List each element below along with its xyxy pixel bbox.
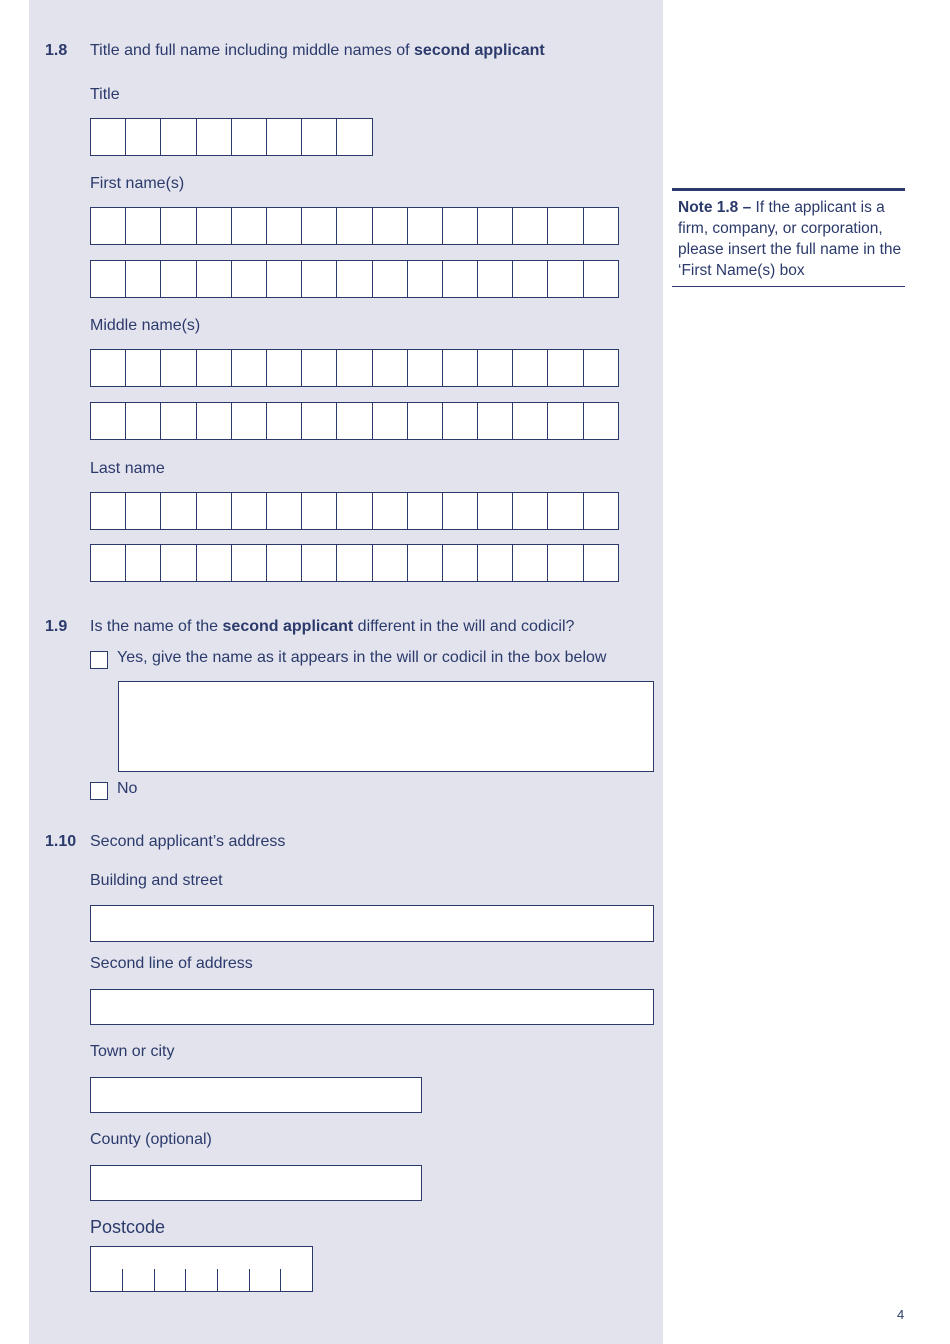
character-box[interactable] — [302, 208, 337, 244]
building-street-label: Building and street — [90, 872, 223, 889]
character-box[interactable] — [478, 493, 513, 529]
character-box[interactable] — [267, 350, 302, 386]
character-box[interactable] — [161, 403, 196, 439]
character-box[interactable] — [91, 119, 126, 155]
question-1-9-text — [90, 618, 574, 636]
character-box[interactable] — [548, 350, 583, 386]
first-names-label: First name(s) — [90, 175, 185, 192]
county-label: County (optional) — [90, 1131, 212, 1148]
no-label: No — [117, 780, 138, 797]
character-box[interactable] — [267, 545, 302, 581]
character-box[interactable] — [584, 403, 619, 439]
character-box[interactable] — [91, 208, 126, 244]
last-name-boxes-row-2[interactable] — [90, 544, 619, 582]
character-box[interactable] — [478, 545, 513, 581]
character-box[interactable] — [373, 261, 408, 297]
character-box[interactable] — [197, 493, 232, 529]
character-box[interactable] — [478, 350, 513, 386]
title-boxes[interactable] — [90, 118, 373, 156]
character-box[interactable] — [197, 403, 232, 439]
second-line-input[interactable] — [90, 989, 654, 1025]
character-box[interactable] — [373, 403, 408, 439]
character-box[interactable] — [548, 493, 583, 529]
first-names-boxes-row-1[interactable] — [90, 207, 619, 245]
question-1-9-text-part-1: Is the name of the — [90, 618, 223, 635]
question-number-1-10: 1.10 — [45, 833, 77, 850]
character-box[interactable] — [232, 403, 267, 439]
character-box[interactable] — [548, 403, 583, 439]
character-box[interactable] — [232, 208, 267, 244]
character-box[interactable] — [126, 493, 161, 529]
character-box[interactable] — [302, 119, 337, 155]
character-box[interactable] — [408, 403, 443, 439]
character-box[interactable] — [584, 493, 619, 529]
will-name-textarea[interactable] — [118, 681, 654, 772]
character-box[interactable] — [478, 261, 513, 297]
character-box[interactable] — [161, 119, 196, 155]
character-box[interactable] — [337, 261, 372, 297]
character-box[interactable] — [408, 545, 443, 581]
character-box[interactable] — [513, 208, 548, 244]
character-box[interactable] — [161, 208, 196, 244]
note-1-8 — [672, 188, 905, 287]
character-box[interactable] — [513, 350, 548, 386]
postcode-divider — [122, 1269, 123, 1291]
character-box[interactable] — [584, 545, 619, 581]
middle-names-boxes-row-1[interactable] — [90, 349, 619, 387]
character-box[interactable] — [373, 350, 408, 386]
character-box[interactable] — [337, 403, 372, 439]
character-box[interactable] — [232, 261, 267, 297]
character-box[interactable] — [478, 208, 513, 244]
character-box[interactable] — [408, 208, 443, 244]
character-box[interactable] — [126, 350, 161, 386]
character-box[interactable] — [267, 208, 302, 244]
character-box[interactable] — [584, 208, 619, 244]
character-box[interactable] — [337, 208, 372, 244]
character-box[interactable] — [443, 261, 478, 297]
character-box[interactable] — [161, 261, 196, 297]
town-city-input[interactable] — [90, 1077, 422, 1113]
postcode-divider — [280, 1269, 281, 1291]
character-box[interactable] — [443, 493, 478, 529]
character-box[interactable] — [443, 208, 478, 244]
character-box[interactable] — [161, 545, 196, 581]
postcode-divider — [249, 1269, 250, 1291]
note-text: If the applicant is a firm, company, or corporation, please insert the full name in the ‘First Name(s) box — [678, 199, 902, 279]
county-input[interactable] — [90, 1165, 422, 1201]
character-box[interactable] — [373, 493, 408, 529]
character-box[interactable] — [302, 545, 337, 581]
character-box[interactable] — [443, 545, 478, 581]
character-box[interactable] — [232, 493, 267, 529]
character-box[interactable] — [126, 545, 161, 581]
yes-label: Yes, give the name as it appears in the will or codicil in the box below — [117, 649, 607, 666]
character-box[interactable] — [126, 208, 161, 244]
character-box[interactable] — [443, 403, 478, 439]
character-box[interactable] — [408, 350, 443, 386]
first-names-boxes-row-2[interactable] — [90, 260, 619, 298]
character-box[interactable] — [513, 261, 548, 297]
note-heading: Note 1.8 – — [678, 199, 752, 216]
character-box[interactable] — [197, 545, 232, 581]
character-box[interactable] — [267, 119, 302, 155]
character-box[interactable] — [267, 261, 302, 297]
question-1-10-text: Second applicant’s address — [90, 833, 286, 850]
character-box[interactable] — [584, 261, 619, 297]
middle-names-label: Middle name(s) — [90, 317, 201, 334]
character-box[interactable] — [302, 493, 337, 529]
character-box[interactable] — [548, 545, 583, 581]
character-box[interactable] — [443, 350, 478, 386]
character-box[interactable] — [548, 261, 583, 297]
character-box[interactable] — [408, 261, 443, 297]
postcode-divider — [185, 1269, 186, 1291]
character-box[interactable] — [302, 403, 337, 439]
character-box[interactable] — [91, 350, 126, 386]
character-box[interactable] — [197, 261, 232, 297]
character-box[interactable] — [373, 545, 408, 581]
question-1-8-text-bold: second applicant — [414, 42, 545, 59]
title-label: Title — [90, 86, 120, 103]
character-box[interactable] — [373, 208, 408, 244]
character-box[interactable] — [197, 119, 232, 155]
town-city-label: Town or city — [90, 1043, 175, 1060]
character-box[interactable] — [513, 403, 548, 439]
character-box[interactable] — [197, 350, 232, 386]
character-box[interactable] — [161, 350, 196, 386]
character-box[interactable] — [337, 350, 372, 386]
yes-checkbox[interactable] — [90, 651, 108, 669]
postcode-divider — [154, 1269, 155, 1291]
character-box[interactable] — [302, 350, 337, 386]
last-name-label: Last name — [90, 460, 165, 477]
character-box[interactable] — [91, 261, 126, 297]
character-box[interactable] — [91, 493, 126, 529]
middle-names-boxes-row-2[interactable] — [90, 402, 619, 440]
character-box[interactable] — [161, 493, 196, 529]
character-box[interactable] — [302, 261, 337, 297]
character-box[interactable] — [548, 208, 583, 244]
character-box[interactable] — [267, 403, 302, 439]
character-box[interactable] — [337, 119, 372, 155]
character-box[interactable] — [232, 545, 267, 581]
character-box[interactable] — [408, 493, 443, 529]
no-checkbox[interactable] — [90, 782, 108, 800]
question-number-1-9: 1.9 — [45, 618, 68, 635]
character-box[interactable] — [513, 545, 548, 581]
postcode-label: Postcode — [90, 1217, 166, 1237]
postcode-input[interactable] — [90, 1246, 313, 1292]
second-line-label: Second line of address — [90, 955, 253, 972]
character-box[interactable] — [513, 493, 548, 529]
building-street-input[interactable] — [90, 905, 654, 942]
last-name-boxes-row-1[interactable] — [90, 492, 619, 530]
character-box[interactable] — [337, 545, 372, 581]
page-number: 4 — [897, 1307, 905, 1322]
character-box[interactable] — [232, 350, 267, 386]
character-box[interactable] — [197, 208, 232, 244]
character-box[interactable] — [126, 261, 161, 297]
postcode-divider — [217, 1269, 218, 1291]
question-1-9-text-part-2: different in the will and codicil? — [353, 618, 575, 635]
character-box[interactable] — [126, 119, 161, 155]
question-1-8-text-part: Title and full name including middle names of — [90, 42, 415, 59]
question-number-1-8: 1.8 — [45, 42, 68, 59]
character-box[interactable] — [126, 403, 161, 439]
question-1-9-text-bold: second applicant — [222, 618, 354, 635]
character-box[interactable] — [232, 119, 267, 155]
character-box[interactable] — [267, 493, 302, 529]
character-box[interactable] — [584, 350, 619, 386]
character-box[interactable] — [478, 403, 513, 439]
character-box[interactable] — [337, 493, 372, 529]
character-box[interactable] — [91, 545, 126, 581]
question-1-8-text — [90, 42, 545, 60]
character-box[interactable] — [91, 403, 126, 439]
